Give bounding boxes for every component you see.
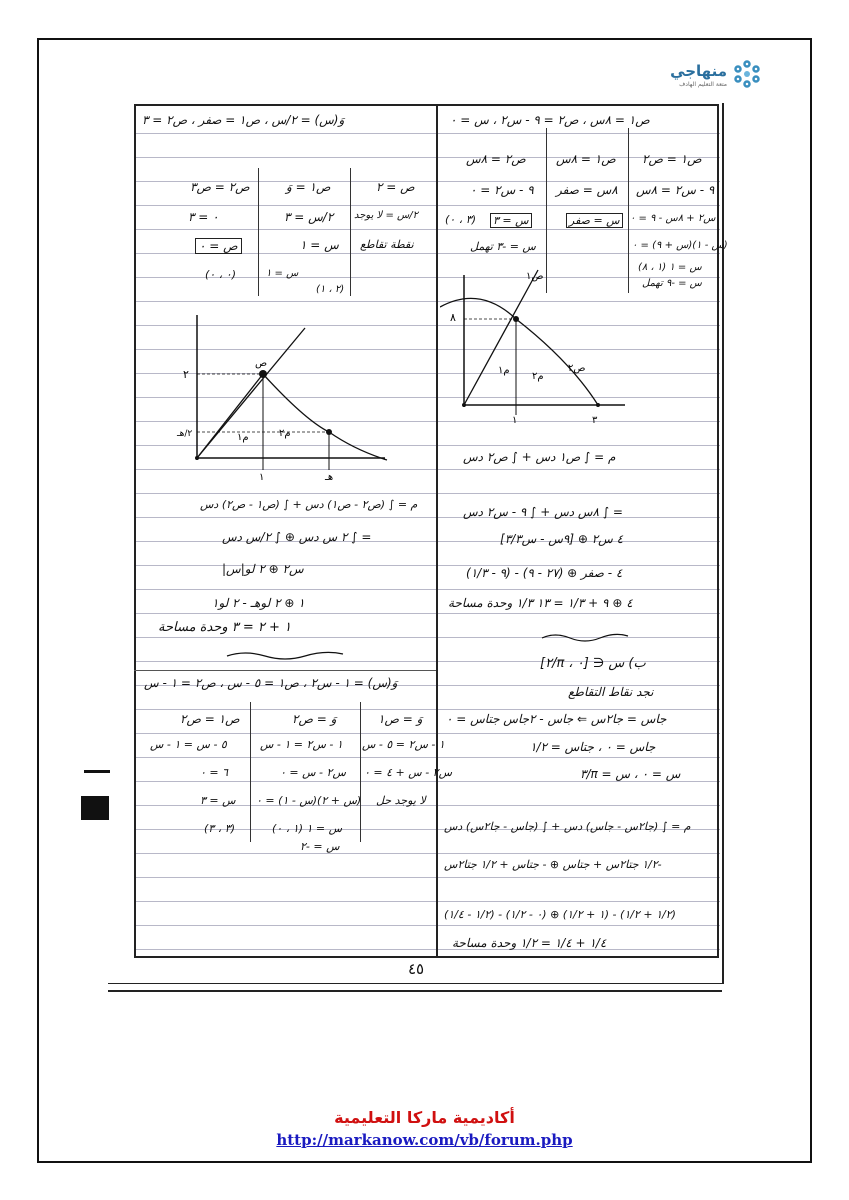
r-row1-c1: ص١ = ص٢	[642, 152, 702, 166]
l-row2-c2: ٢/س = ٣	[284, 210, 334, 224]
margin-mark-block	[81, 796, 109, 820]
right-area-graph	[440, 265, 630, 435]
l-row2-c3: ٠ = ٣	[188, 210, 219, 224]
r-b-4: س = ٠ ، س = π/٣	[580, 767, 681, 781]
l-b-row2-c1: ١ - س٢ = ٥ - س	[362, 738, 445, 751]
l-calc3: س٢ ⊕ ٢ لو|س|	[222, 562, 304, 576]
r-row5-c1: س = ١ (١ ، ٨)	[638, 262, 702, 273]
r-row3-c2: س = صفر	[566, 213, 623, 228]
forum-link[interactable]: http://markanow.com/vb/forum.php	[276, 1131, 573, 1149]
brand-name: منهاجي	[670, 62, 727, 80]
left-question-a: وَ(س) = ٢/س ، ص١ = صفر ، ص٢ = ٣	[142, 113, 345, 127]
r-b-question: ب) س ∈ [٠ ، π/٢]	[540, 656, 646, 671]
l-b-row5-c2b: س = -٢	[300, 840, 340, 853]
l-b-row4-c3: س = ٣	[200, 794, 236, 807]
l-row2-c1: ٢/س = لا يوجد	[354, 210, 418, 221]
sheet-middle-divider	[436, 105, 438, 958]
sheet-right-border	[717, 105, 719, 958]
l-row1-c2: ص١ = وَ	[286, 180, 331, 194]
divider-squiggle	[225, 648, 345, 662]
snowflake-logo-icon	[733, 60, 761, 88]
l-row3-c3: ص = ٠	[195, 238, 242, 254]
r-row5-c1b: س = -٩ تهمل	[642, 278, 702, 289]
r-row2-c1: ٩ - س٢ = ٨س	[636, 183, 715, 197]
l-row3-c1: نقطة تقاطع	[360, 238, 414, 251]
l-row3-c2: س = ١	[300, 238, 339, 252]
l-b-row1-c3: ص١ = ص٢	[180, 712, 240, 726]
l-b-row3-c2: س٢ - س = ٠	[280, 766, 346, 779]
l-calc5: ١ + ٢ = ٣ وحدة مساحة	[158, 620, 292, 635]
answer-sheet	[108, 103, 724, 984]
l-b-row3-c3: ٦ = ٠	[200, 766, 229, 779]
r-calc3: ٤ س٢ ⊕ [٩س - س٣/٣]	[500, 532, 624, 546]
l-b-row3-c1: س٢ - س + ٤ = ٠	[364, 766, 453, 779]
graph-label: ٢/هـ	[177, 429, 193, 439]
r-b-7: (١/٢ + ١/٢) - (١ + ١/٢) ⊕ (٠ - ١/٢) - (١/٢ - ١/٤)	[444, 908, 676, 921]
brand-tagline: متعة التعليم الهادف	[679, 81, 727, 88]
r-row3-c4: (٣ ، ٠)	[445, 213, 476, 226]
r-calc1: م = ∫ ص١ دس + ∫ ص٢ دس	[463, 450, 616, 464]
graph-label: ص٢	[568, 363, 586, 374]
r-row1-c3: ص٢ = ٨س	[466, 152, 526, 166]
sheet-left-border	[134, 105, 136, 958]
sheet-top-border	[134, 104, 719, 106]
l-b-row2-c3: ٥ - س = ١ - س	[150, 738, 227, 751]
graph-label: م٢	[532, 371, 544, 382]
r-b-5: م = ∫ (جا٢س - جاس) دس + ∫ (جاس - جا٢س) دس	[444, 820, 691, 833]
left-question-b: وَ(س) = ١ - س٢ ، ص١ = ٥ - س ، ص٢ = ١ - س	[144, 676, 398, 690]
r-b-2: جاس = جا٢س ⇐ جاس - ٢جاس جتاس = ٠	[446, 712, 667, 726]
margin-mark	[84, 770, 110, 773]
r-row3-c3: س = ٣	[490, 213, 532, 228]
r-calc5: ٤ ⊕ ٩ + ١/٣ = ١٣ ١/٣ وحدة مساحة	[448, 596, 633, 610]
l-calc2: = ∫ ٢ س دس ⊕ ∫ ٢/س دس	[222, 530, 372, 544]
l-b-row4-c1: لا يوجد حل	[376, 794, 426, 807]
r-row2-c3: ٩ - س٢ = ٠	[470, 183, 534, 197]
graph-label: هـ	[325, 472, 334, 483]
r-row2-c2: ٨س = صفر	[556, 183, 618, 197]
l-b-row1-c1: وَ = ص١	[378, 712, 423, 726]
graph-label: م١	[237, 432, 249, 443]
left-table-col	[350, 168, 351, 296]
graph-label: ١	[259, 472, 265, 483]
left-table-col	[360, 702, 361, 842]
graph-label: ص	[255, 358, 268, 369]
l-row1-c1: ص = ٢	[376, 180, 415, 194]
r-row4-c1: (س - ١)(س + ٩) = ٠	[632, 240, 728, 251]
graph-label: ص١	[526, 271, 544, 282]
brand-logo	[665, 60, 765, 94]
r-row3-c1: س٢ + ٨س - ٩ = ٠	[630, 213, 716, 224]
left-table-col	[258, 168, 259, 296]
left-section-rule	[134, 670, 436, 671]
l-b-row4-c2: (س + ٢)(س - ١) = ٠	[256, 794, 362, 807]
graph-label: ٣	[592, 415, 598, 426]
r-calc2: = ∫ ٨س دس + ∫ ٩ - س٢ دس	[463, 505, 623, 519]
l-row1-c3: ص٢ = ص٣	[190, 180, 250, 194]
r-b-6: -١/٢ جتا٢س + جتاس ⊕ - جتاس + ١/٢ جتا٢س	[444, 858, 662, 871]
l-calc1: م = ∫ (ص٢ - ص١) دس + ∫ (ص١ - ص٢) دس	[200, 498, 418, 511]
l-b-row1-c2: وَ = ص٢	[292, 712, 337, 726]
graph-label: م١	[498, 365, 510, 376]
left-table-col	[250, 702, 251, 842]
l-row4-c1: (٢ ، ١)	[316, 284, 345, 295]
page-number: ٤٥	[408, 960, 425, 978]
left-area-graph	[175, 310, 395, 485]
l-calc4: ١ ⊕ ٢ لوهـ - ٢ لو١	[212, 596, 305, 610]
r-row1-c2: ص١ = ٨س	[556, 152, 616, 166]
sheet-bottom-border	[134, 956, 719, 958]
l-row4-c2: س = ١	[266, 268, 299, 279]
graph-label: ٨	[450, 311, 456, 324]
graph-label: ١	[512, 415, 518, 426]
r-b-8: ١/٤ + ١/٤ = ١/٢ وحدة مساحة	[452, 936, 607, 950]
l-b-row2-c2: ١ - س٢ = ١ - س	[260, 738, 343, 751]
l-row4-c3: (٠ ، ٠)	[205, 268, 236, 281]
r-b-3: جاس = ٠ ، جتاس = ١/٢	[530, 740, 656, 754]
sheet-bottom-rule	[108, 990, 722, 992]
l-b-row5-c2: س = ١ (١ ، ٠)	[272, 822, 343, 835]
r-calc4: ٤ - صفر ⊕ (٢٧ - ٩) - (٩ - ١/٣)	[466, 566, 623, 580]
divider-squiggle	[540, 630, 630, 644]
graph-label: ٢	[183, 368, 189, 381]
l-b-row5-c3: (٣ ، ٣)	[204, 822, 235, 835]
academy-name: أكاديمية ماركا التعليمية	[334, 1108, 515, 1127]
r-row4-c2: س = -٣ تهمل	[470, 240, 536, 253]
right-question-a: ص١ = ٨س ، ص٢ = ٩ - س٢ ، س = ٠	[450, 113, 650, 127]
r-b-1: نجد نقاط التقاطع	[568, 685, 654, 699]
graph-label: م٢	[279, 428, 291, 439]
